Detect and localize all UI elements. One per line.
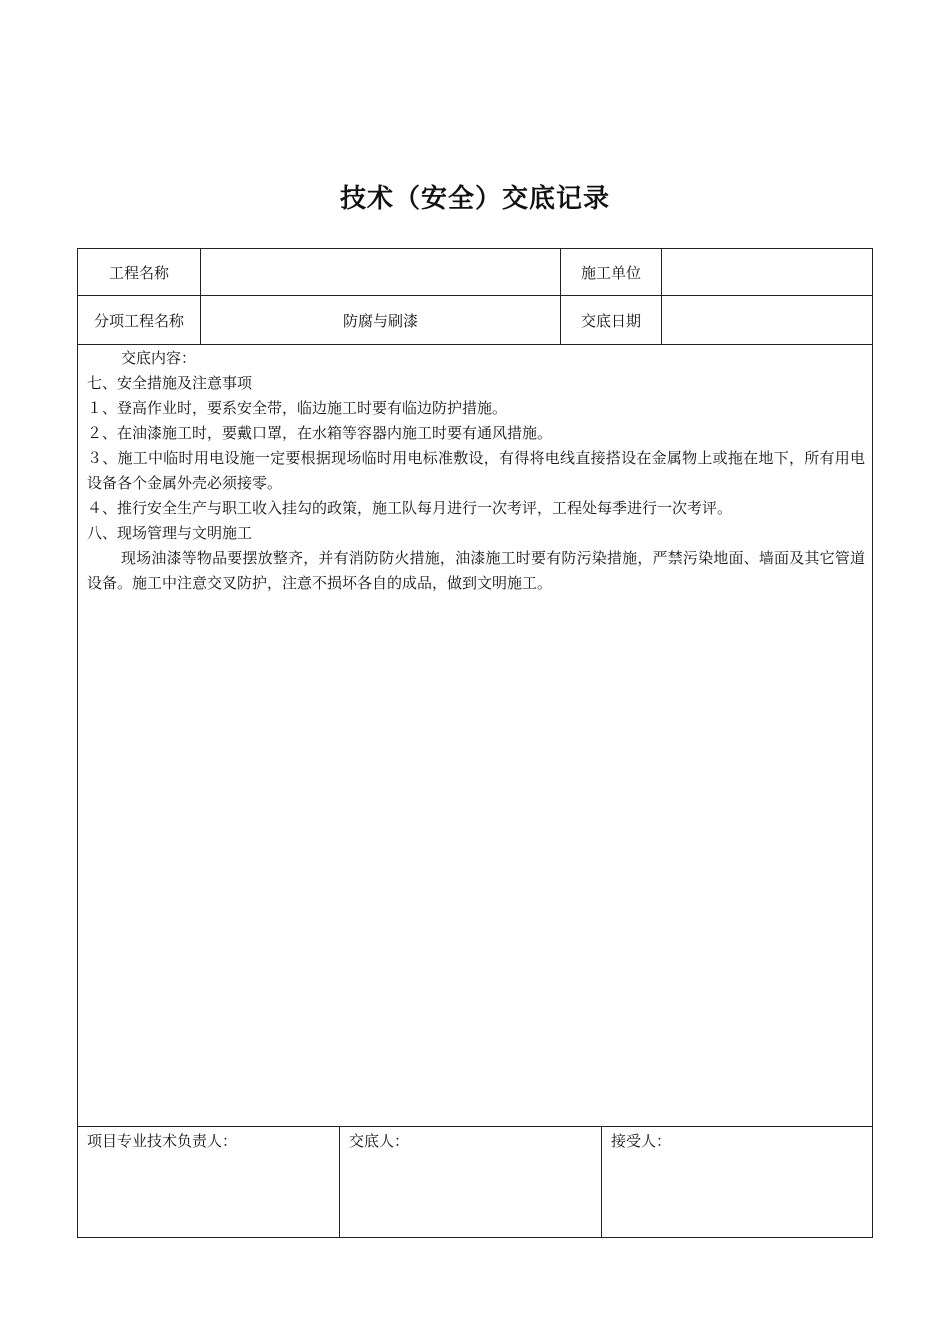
content-item: １、登高作业时，要系安全带，临边施工时要有临边防护措施。 bbox=[87, 399, 508, 417]
briefing-content bbox=[87, 346, 865, 596]
briefing-date-field[interactable] bbox=[662, 296, 872, 344]
table-border-bottom bbox=[77, 1237, 873, 1238]
sub-project-field[interactable]: 防腐与刷漆 bbox=[342, 311, 418, 330]
page-title: 技术（安全）交底记录 bbox=[339, 184, 610, 214]
content-item: ３、施工中临时用电设施一定要根据现场临时用电标准敷设，有得将电线直接搭设在金属物上或拖在地下，所有用电设备各个金属外壳必须接零。 bbox=[87, 449, 865, 492]
row-divider-2 bbox=[77, 344, 873, 345]
briefing-date-label: 交底日期 bbox=[580, 311, 641, 330]
briefer-signature-label: 交底人： bbox=[349, 1132, 410, 1150]
construction-unit-label: 施工单位 bbox=[580, 263, 641, 282]
project-name-label: 工程名称 bbox=[108, 263, 169, 282]
section-8-title: 八、现场管理与文明施工 bbox=[87, 524, 253, 542]
content-item: ２、在油漆施工时，要戴口罩，在水箱等容器内施工时要有通风措施。 bbox=[87, 424, 553, 442]
row-divider-3 bbox=[77, 1126, 873, 1127]
content-item: ４、推行安全生产与职工收入挂勾的政策，施工队每月进行一次考评，工程处每季进行一次考评。 bbox=[87, 499, 733, 517]
project-name-field[interactable] bbox=[201, 249, 560, 295]
table-border-left bbox=[77, 248, 78, 1238]
content-intro: 交底内容： bbox=[121, 349, 197, 367]
construction-unit-field[interactable] bbox=[662, 249, 872, 295]
receiver-signature-label: 接受人： bbox=[611, 1132, 672, 1150]
sub-project-label: 分项工程名称 bbox=[93, 311, 184, 330]
table-border-right bbox=[872, 248, 873, 1238]
section-8-text: 现场油漆等物品要摆放整齐，并有消防防火措施，油漆施工时要有防污染措施，严禁污染地面、墙面及其它管道设备。施工中注意交叉防护，注意不损坏各自的成品，做到文明施工。 bbox=[87, 549, 865, 592]
sign-divider-1 bbox=[339, 1126, 340, 1237]
section-7-title: 七、安全措施及注意事项 bbox=[87, 374, 253, 392]
sign-divider-2 bbox=[601, 1126, 602, 1237]
tech-lead-signature-label: 项目专业技术负责人： bbox=[87, 1132, 238, 1150]
